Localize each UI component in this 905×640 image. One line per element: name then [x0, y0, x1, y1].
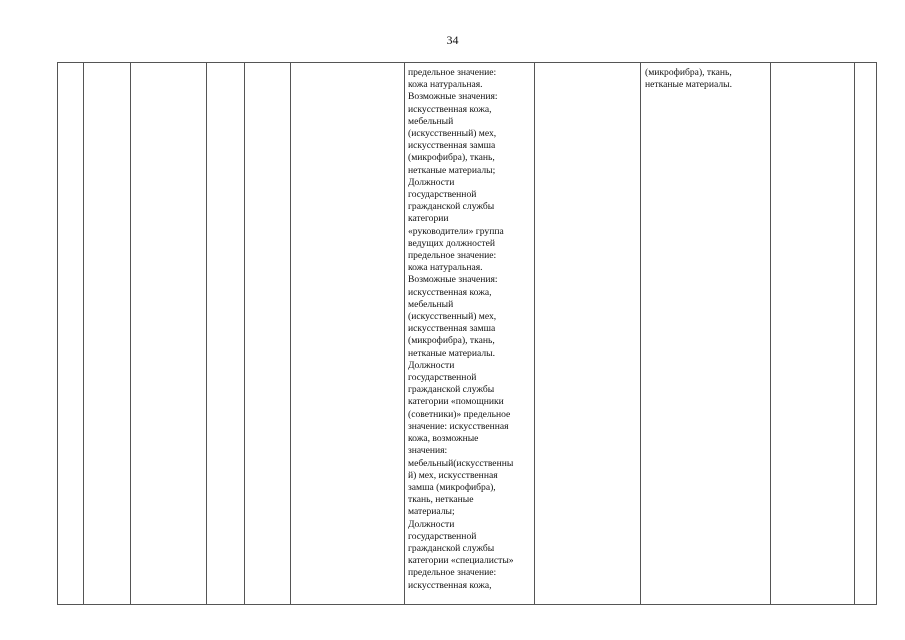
page-number: 34: [446, 33, 459, 47]
table-cell-col-7: [405, 63, 535, 605]
table-cell-col-8: [535, 63, 641, 605]
table-cell-col-6: [291, 63, 405, 605]
materials-text: (микрофибра), ткань, нетканые материалы.: [645, 67, 732, 91]
table-cell-col-3: [131, 63, 207, 605]
table-cell-col-11: [855, 63, 877, 605]
table-cell-col-4: [207, 63, 245, 605]
table-cell-col-2: [84, 63, 131, 605]
table-cell-col-1: [58, 63, 84, 605]
table-cell-col-10: [771, 63, 855, 605]
requirements-table: [57, 62, 877, 605]
allowed-values-text: предельное значение: кожа натуральная. Возможные значения: искусственная кожа, мебельный (искусственный) мех, искусственная замша (микрофибра), ткань, нетканые материалы; Должности государственной гражданской службы категории «руководители» группа ведущих должностей предельное значение: кожа натуральная. Возможные значения: искусственная кожа, мебельный (искусственный) мех, искусственная замша (микрофибра), ткань, нетканые материалы. Должности государственной гражданской службы категории «помощники (советники)» предельное значение: искусственная кожа, возможные значения: мебельный(искусственны й) мех, искусственная замша (микрофибра), ткань, нетканые материалы; Должности государственной гражданской службы категории «специалисты» предельное значение: искусственная кожа,: [408, 67, 514, 591]
table-cell-col-9: [641, 63, 771, 605]
table-row: [58, 63, 877, 605]
table-cell-col-5: [245, 63, 291, 605]
